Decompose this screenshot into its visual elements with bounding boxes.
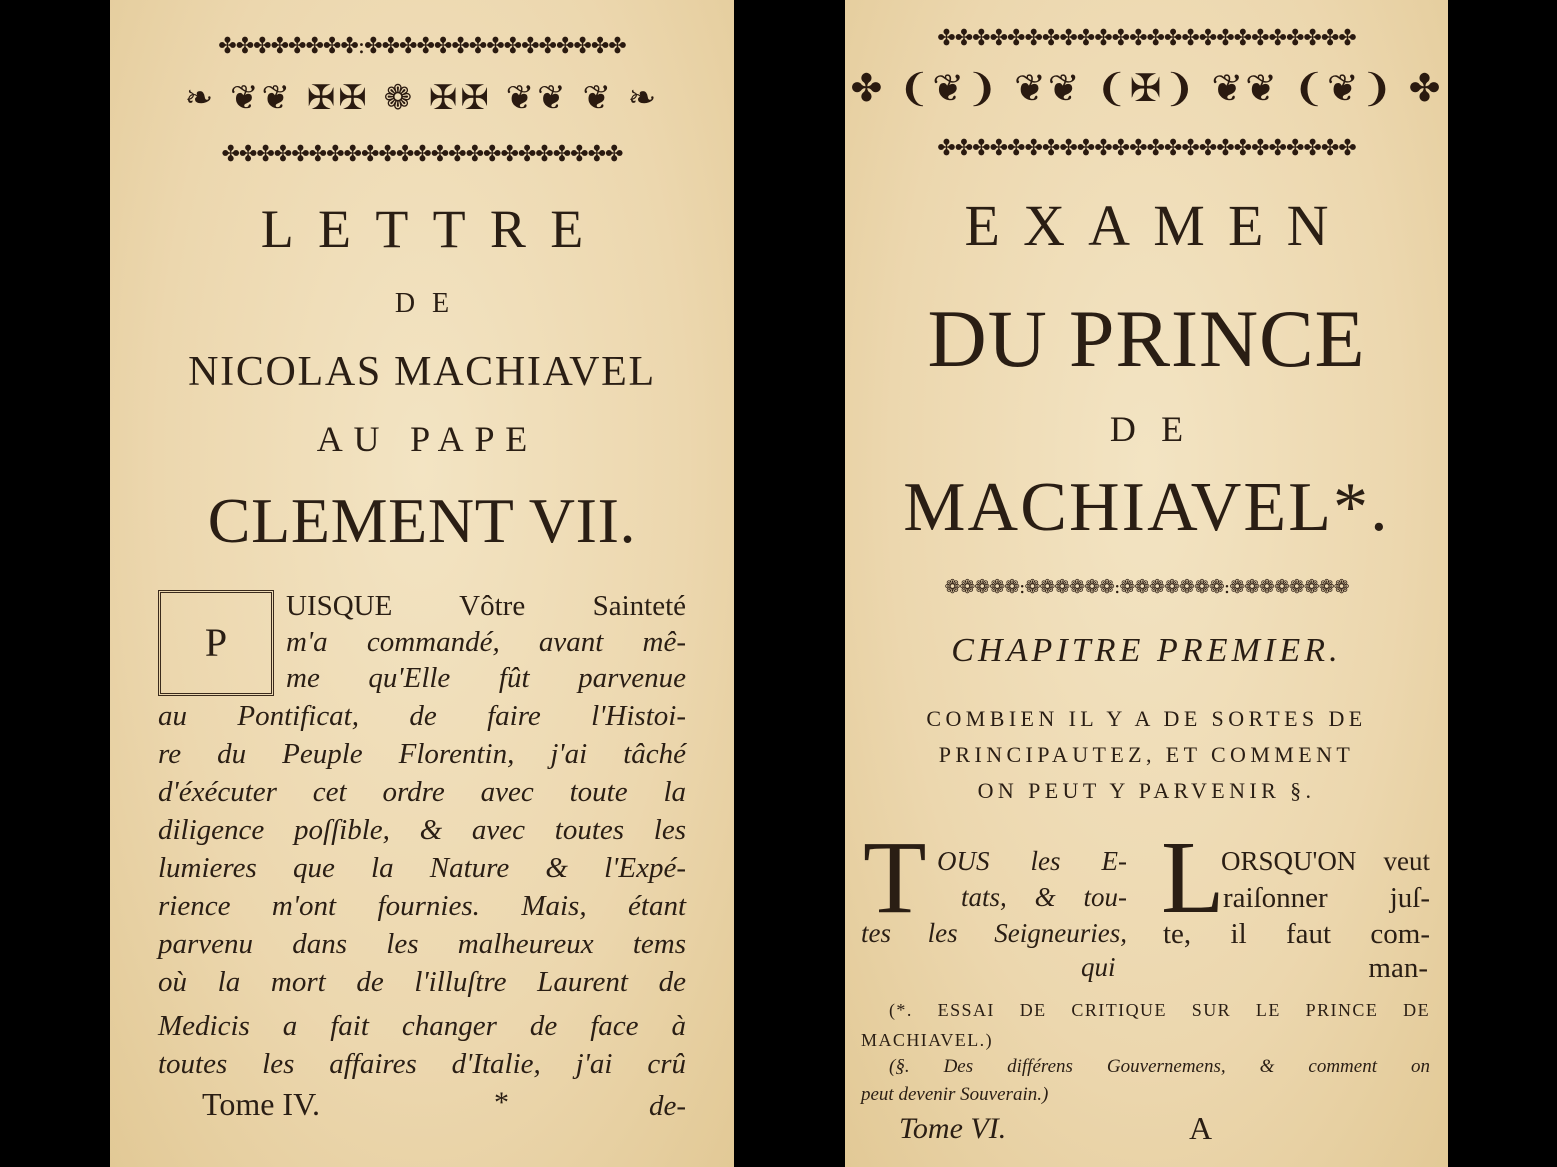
right-ornament-divider: ❁❁❁❁❁:❁❁❁❁❁❁:❁❁❁❁❁❁❁:❁❁❁❁❁❁❁❁	[944, 576, 1349, 598]
left-body-line-13: toutes les affaires d'Italie, j'ai crû	[158, 1048, 686, 1080]
left-ornament-top-row: ✤✤✤✤✤✤✤✤:✤✤✤✤✤✤✤✤✤✤✤✤✤✤✤	[218, 34, 626, 59]
left-ornament-middle-row: ❧ ❦❦ ✠✠ ❁ ✠✠ ❦❦ ❦ ❧	[184, 78, 660, 118]
right-title-de: DE	[1109, 409, 1209, 449]
left-body-line-9: rience m'ont fournies. Mais, étant	[158, 890, 686, 922]
left-body-line-11: où la mort de l'illuſtre Laurent de	[158, 966, 686, 998]
left-body-line-1: UISQUE Vôtre Sainteté	[286, 590, 686, 622]
left-body-line-10: parvenu dans les malheureux tems	[158, 928, 686, 960]
right-title-examen: EXAMEN	[964, 193, 1352, 258]
left-body-line-7: diligence poſſible, & avec toutes les	[158, 814, 686, 846]
left-body-line-6: d'éxécuter cet ordre avec toute la	[158, 776, 686, 808]
right-ornament-top-row: ✤✤✤✤✤✤✤✤✤✤✤✤✤✤✤✤✤✤✤✤✤✤✤✤	[937, 26, 1356, 51]
right-footnote-2-line-1: (§. Des différens Gouvernemens, & comment on	[889, 1056, 1430, 1077]
left-body-line-12: Medicis a fait changer de face à	[158, 1010, 686, 1042]
left-drop-initial-frame	[158, 590, 274, 696]
right-title-machiavel: MACHIAVEL*.	[903, 469, 1390, 546]
right-col2-line-3: te, il faut com-	[1163, 918, 1430, 950]
left-title-clement-vii: CLEMENT VII.	[207, 485, 637, 556]
right-col1-line-1: OUS les E-	[937, 846, 1127, 876]
right-chapter-heading: CHAPITRE PREMIER.	[951, 632, 1342, 669]
right-subtitle-line-3: ON PEUT Y PARVENIR §.	[977, 778, 1316, 803]
left-title-nicolas-machiavel: NICOLAS MACHIAVEL	[188, 349, 656, 395]
left-body-line-3: me qu'Elle fût parvenue	[286, 662, 686, 694]
left-body-line-5: re du Peuple Florentin, j'ai tâché	[158, 738, 686, 770]
left-title-au-pape: AU PAPE	[316, 419, 539, 459]
right-col2-line-4: man-	[1368, 952, 1428, 984]
right-footnote-2-line-2: peut devenir Souverain.)	[861, 1084, 1049, 1105]
right-title-du-prince: DU PRINCE	[927, 293, 1366, 384]
left-drop-initial: P	[204, 620, 228, 665]
left-body-line-2: m'a commandé, avant mê-	[286, 626, 686, 658]
right-footnote-1-line-1: (*. ESSAI DE CRITIQUE SUR LE PRINCE DE	[889, 1000, 1430, 1020]
right-footer-signature: A	[1189, 1110, 1213, 1146]
left-title-lettre: LETTRE	[260, 199, 608, 259]
right-col1-line-3: tes les Seigneuries,	[861, 918, 1127, 948]
right-footnote-1-line-2: MACHIAVEL.)	[861, 1030, 994, 1050]
left-body-line-4: au Pontificat, de faire l'Histoi-	[158, 700, 686, 732]
right-footer-tome: Tome VI.	[899, 1112, 1007, 1145]
right-page	[845, 0, 1448, 1167]
right-col2-initial: L	[1161, 820, 1225, 935]
left-body-line-8: lumieres que la Nature & l'Expé-	[158, 852, 686, 884]
left-title-de: DE	[394, 288, 466, 319]
left-page	[110, 0, 734, 1167]
left-footer-tome: Tome IV.	[202, 1086, 321, 1122]
right-col1-line-4: qui	[1081, 952, 1116, 982]
right-ornament-bottom-row: ✤✤✤✤✤✤✤✤✤✤✤✤✤✤✤✤✤✤✤✤✤✤✤✤	[937, 136, 1356, 161]
right-col2-line-1: ORSQU'ON veut	[1221, 846, 1430, 876]
left-footer-signature-mark: *	[494, 1086, 509, 1119]
left-footer-catchword: de-	[648, 1090, 686, 1122]
right-ornament-middle-row: ✤ ❨❦❩ ❦❦ ❨✠❩ ❦❦ ❨❦❩ ✤	[850, 66, 1443, 110]
right-col1-line-2: tats, & tou-	[961, 882, 1127, 912]
right-subtitle-line-2: PRINCIPAUTEZ, ET COMMENT	[938, 742, 1355, 767]
right-col2-line-2: raiſonner juſ-	[1223, 882, 1430, 914]
right-subtitle-line-1: COMBIEN IL Y A DE SORTES DE	[926, 706, 1367, 731]
left-ornament-bottom-row: ✤✤✤✤✤✤✤✤✤✤✤✤✤✤✤✤✤✤✤✤✤✤✤	[221, 142, 623, 167]
right-col1-initial: T	[863, 820, 927, 935]
